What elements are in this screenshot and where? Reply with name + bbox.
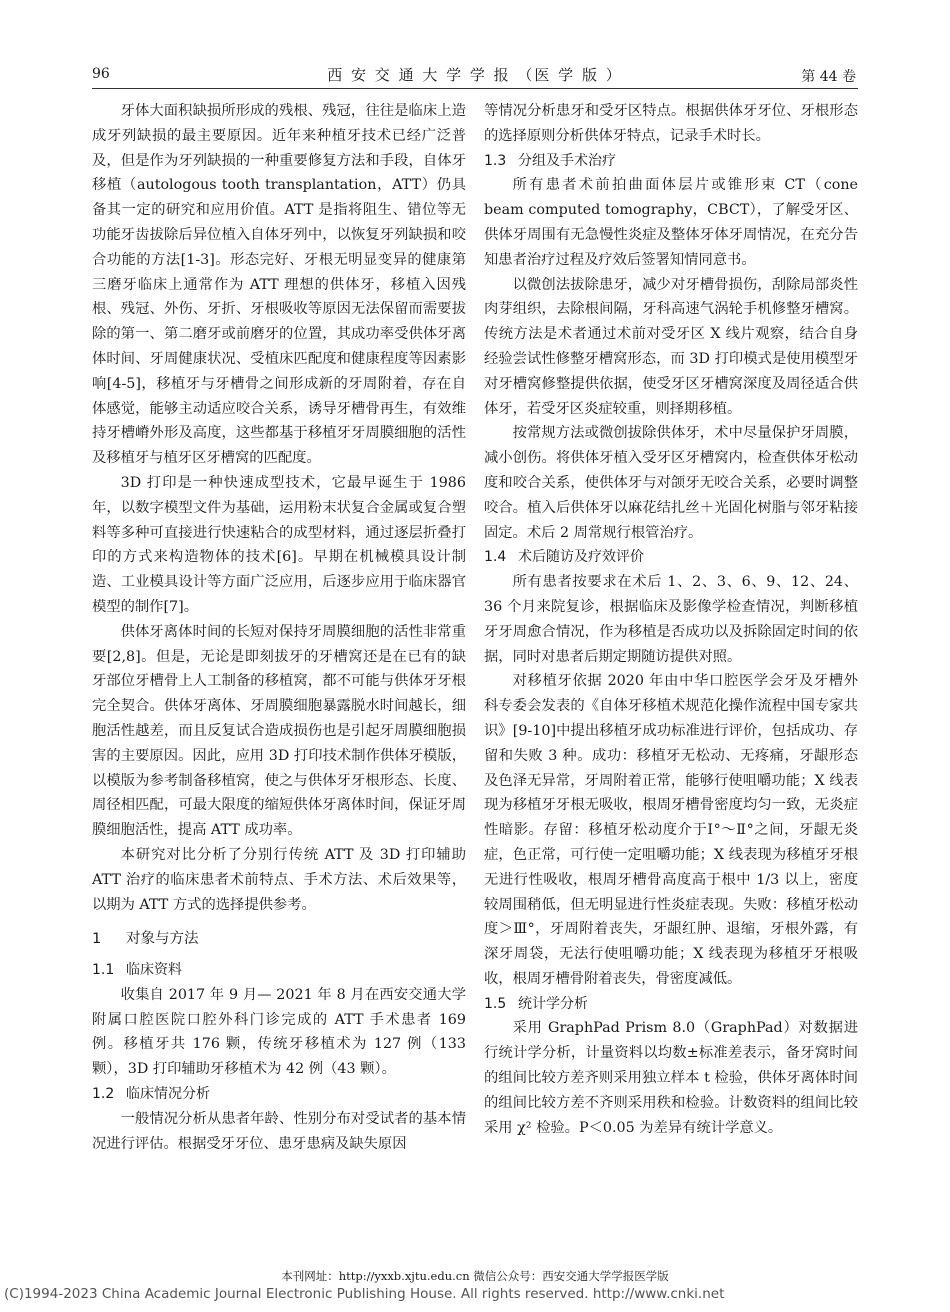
paragraph: 收集自 2017 年 9 月— 2021 年 8 月在西安交通大学附属口腔医院口腔外科门诊完成的 ATT 手术患者 169 例。移植牙共 176 颗，传统牙移植术为 127 例（133 颗），3D 打印辅助牙移植术为 42 例（43 颗）。 — [92, 986, 466, 1078]
heading-number: 1.4 — [484, 549, 507, 566]
heading-text: 临床情况分析 — [126, 1086, 210, 1103]
heading-text: 术后随访及疗效评价 — [518, 549, 644, 566]
paragraph: 按常规方法或微创拔除供体牙，术中尽量保护牙周膜，减小创伤。将供体牙植入受牙区牙槽窝内，检查供体牙松动度和咬合关系，使供体牙与对颌牙无咬合关系，必要时调整咬合。植入后供体牙以麻花结扎丝＋光固化树脂与邻牙粘接固定。术后 2 周常规行根管治疗。 — [484, 425, 858, 541]
heading-number: 1.1 — [92, 962, 115, 979]
subsection-heading — [484, 992, 858, 1017]
page-header — [0, 60, 950, 86]
heading-number: 1 — [92, 931, 102, 948]
heading-text: 分组及手术治疗 — [518, 152, 616, 169]
paragraph: 对移植牙依据 2020 年由中华口腔医学会牙及牙槽外科专委会发表的《自体牙移植术规范化操作流程中国专家共识》[9-10]中提出移植牙成功标准进行评价，包括成功、存留和失败 3 种。成功：移植牙无松动、无疼痛，牙龈形态及色泽无异常，牙周附着正常，能够行使咀嚼功能；X 线表现为移植牙牙根无吸收，根周牙槽骨密度均匀一致，无炎症性暗影。存留：移植牙松动度介于Ⅰ°～Ⅱ°之间，牙龈无炎症，色正常，可行使一定咀嚼功能；X 线表现为移植牙牙根无进行性吸收，根周牙槽骨高度高于根中 1/3 以上，密度较周围稍低，但无明显进行性炎症表现。失败：移植牙松动度＞Ⅲ°，牙周附着丧失，牙龈红肿、退缩，牙根外露，有深牙周袋，无法行使咀嚼功能；X 线表现为移植牙牙根吸收，根周牙槽骨附着丧失，骨密度减低。 — [484, 673, 858, 987]
paragraph: 牙体大面积缺损所形成的残根、残冠，往往是临床上造成牙列缺损的最主要原因。近年来种植牙技术已经广泛普及，但是作为牙列缺损的一种重要修复方法和手段，自体牙移植（autologous tooth transplantation，ATT）仍具备其一定的研究和应用价值。ATT 是指将阻生、错位等无功能牙齿拔除后异位植入自体牙列中，以恢复牙列缺损和咬合功能的方法[1-3]。形态完好、牙根无明显变异的健康第三磨牙临床上通常作为 ATT 理想的供体牙，移植入因残根、残冠、外伤、牙折、牙根吸收等原因无法保留而需要拔除的第一、第二磨牙或前磨牙的位置，其成功率受供体牙离体时间、牙周健康状况、受植床匹配度和健康程度等因素影响[4-5]，移植牙与牙槽骨之间形成新的牙周附着，存在自体感觉，能够主动适应咬合关系，诱导牙槽骨再生，有效维持牙槽嵴外形及高度，这些都基于移植牙牙周膜细胞的活性及移植牙与植牙区牙槽窝的匹配度。 — [92, 103, 466, 467]
page-number: 96 — [92, 66, 110, 82]
copyright-line: (C)1994-2023 China Academic Journal Electronic Publishing House. All rights reserved. http://www.cnki.net — [4, 1286, 725, 1302]
paragraph: 供体牙离体时间的长短对保持牙周膜细胞的活性非常重要[2,8]。但是，无论是即刻拔牙的牙槽窝还是在已有的缺牙部位牙槽骨上人工制备的移植窝，都不可能与供体牙牙根完全契合。供体牙离体、牙周膜细胞暴露脱水时间越长，细胞活性越差，而且反复试合造成损伤也是引起牙周膜细胞损害的主要原因。因此，应用 3D 打印技术制作供体牙模版，以模版为参考制备移植窝，使之与供体牙牙根形态、长度、周径相匹配，可最大限度的缩短供体牙离体时间，保证牙周膜细胞活性，提高 ATT 成功率。 — [92, 623, 466, 839]
paragraph: 本研究对比分析了分别行传统 ATT 及 3D 打印辅助 ATT 治疗的临床患者术前特点、手术方法、术后效果等，以期为 ATT 方式的选择提供参考。 — [92, 846, 466, 913]
left-column — [92, 99, 466, 1156]
page-footer: 本刊网址：http://yxxb.xjtu.edu.cn 微信公众号：西安交通大学学报医学版 — [281, 1269, 669, 1283]
volume-label: 第 44 卷 — [801, 69, 856, 85]
subsection-heading — [484, 545, 858, 570]
journal-title: 西 安 交 通 大 学 学 报 （医 学 版 ） — [327, 66, 623, 84]
heading-number: 1.5 — [484, 995, 507, 1012]
heading-text: 对象与方法 — [126, 931, 199, 948]
heading-text: 统计学分析 — [518, 995, 588, 1012]
subsection-heading — [92, 1082, 466, 1107]
header-rule — [92, 88, 858, 89]
paragraph: 采用 GraphPad Prism 8.0（GraphPad）对数据进行统计学分析，计量资料以均数±标准差表示，备牙窝时间的组间比较方差齐则采用独立样本 t 检验，供体牙离体时间的组间比较方差不齐则采用秩和检验。计数资料的组间比较采用 χ² 检验。P＜0.05 为差异有统计学意义。 — [484, 1020, 858, 1136]
paragraph: 等情况分析患牙和受牙区特点。根据供体牙牙位、牙根形态的选择原则分析供体牙特点，记录手术时长。 — [484, 103, 858, 144]
section-heading — [92, 927, 466, 952]
heading-number: 1.2 — [92, 1086, 115, 1103]
subsection-heading — [484, 149, 858, 174]
paragraph: 所有患者按要求在术后 1、2、3、6、9、12、24、36 个月来院复诊，根据临床及影像学检查情况，判断移植牙牙周愈合情况，作为移植是否成功以及拆除固定时间的依据，同时对患者后期定期随访提供对照。 — [484, 574, 858, 665]
heading-number: 1.3 — [484, 152, 507, 169]
heading-text: 临床资料 — [126, 962, 182, 979]
subsection-heading — [92, 958, 466, 983]
paragraph: 以微创法拔除患牙，减少对牙槽骨损伤，刮除局部炎性肉芽组织，去除根间隔，牙科高速气涡轮手机修整牙槽窝。传统方法是术者通过术前对受牙区 X 线片观察，结合自身经验尝试性修整牙槽窝形态，而 3D 打印模式是使用模型牙对牙槽窝修整提供依据，使受牙区牙槽窝深度及周径适合供体牙，若受牙区炎症较重，则择期移植。 — [484, 276, 858, 417]
right-column — [484, 99, 858, 1140]
paragraph: 一般情况分析从患者年龄、性别分布对受试者的基本情况进行评估。根据受牙牙位、患牙患病及缺失原因 — [92, 1110, 466, 1152]
paragraph: 3D 打印是一种快速成型技术，它最早诞生于 1986 年，以数字模型文件为基础，运用粉末状复合金属或复合塑料等多种可直接进行快速粘合的成型材料，通过逐层折叠打印的方式来构造物体的技术[6]。早期在机械模具设计制造、工业模具设计等方面广泛应用，后逐步应用于临床器官模型的制作[7]。 — [92, 474, 466, 615]
paragraph: 所有患者术前拍曲面体层片或锥形束 CT（cone beam computed tomography，CBCT），了解受牙区、供体牙周围有无急慢性炎症及整体牙体牙周情况，在充分告知患者治疗过程及疗效后签署知情同意书。 — [484, 177, 858, 268]
